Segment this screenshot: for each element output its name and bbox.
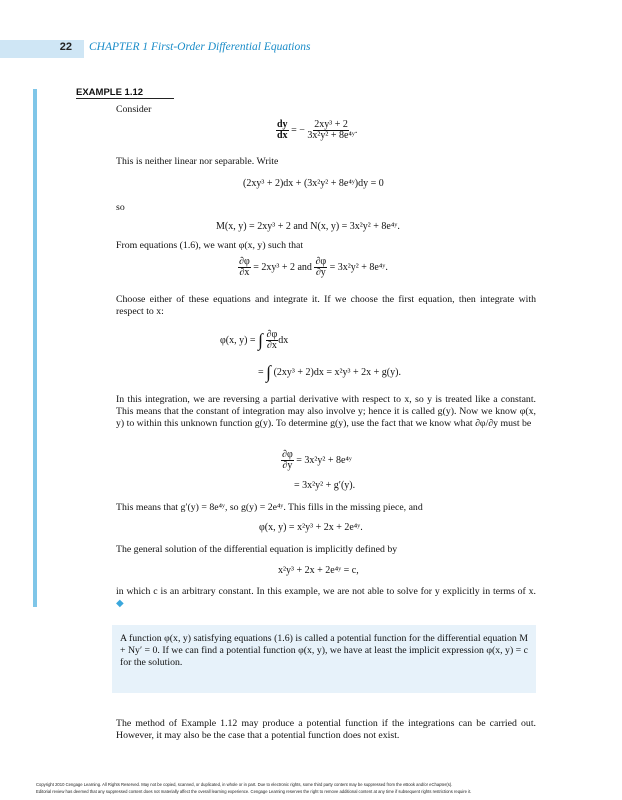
page-number-tab — [0, 40, 84, 58]
example-title-rule — [76, 98, 174, 99]
equation-9: φ(x, y) = x²y³ + 2x + 2e⁴ʸ. — [259, 522, 363, 533]
copyright-line-1: Copyright 2010 Cengage Learning. All Rights Reserved. May not be copied, scanned, or duplicated, in whole or in part. Due to electronic rights, some third party content may be suppressed from the eBook and/or eChapter(s). — [36, 782, 453, 787]
equation-6: = ∫ (2xy³ + 2)dx = x²y³ + 2x + g(y). — [258, 362, 401, 382]
diamond-icon: ◆ — [116, 598, 124, 609]
equation-2: (2xy³ + 2)dx + (3x²y² + 8e⁴ʸ)dy = 0 — [243, 178, 384, 189]
example-title: EXAMPLE 1.12 — [76, 87, 144, 98]
equation-5: φ(x, y) = ∫ $\frac{\partial\varphi}{\partial x}$ dx — [220, 329, 289, 351]
page-number: 22 — [59, 41, 72, 53]
equation-10: x²y³ + 2x + 2e⁴ʸ = c, — [278, 565, 359, 576]
paragraph-from-equations: From equations (1.6), we want φ(x, y) such that — [116, 240, 304, 251]
paragraph-means: This means that g′(y) = 8e⁴ʸ, so g(y) = 2e⁴ʸ. This fills in the missing piece, and — [116, 502, 423, 513]
chapter-title: CHAPTER 1 First-Order Differential Equations — [89, 41, 311, 53]
paragraph-arbitrary: in which c is an arbitrary constant. In this example, we are not able to solve for y explicitly in terms of x. ◆ — [116, 586, 536, 609]
copyright-line-2: Editorial review has deemed that any suppressed content does not materially affect the overall learning experience. Cengage Learning reserves the right to remove additional content at any time if subsequent rights restrictions require it. — [36, 789, 472, 794]
equation-8: = 3x²y² + g′(y). — [294, 480, 356, 491]
example-side-bar — [33, 89, 37, 607]
equation-4: $\frac{\partial\varphi}{\partial x}$ = 2xy³ + 2 and $\frac{\partial\varphi}{\partial y}$ = 3x²y² + 8e⁴ʸ. — [239, 256, 388, 278]
paragraph-choose: Choose either of these equations and integrate it. If we choose the first equation, then integrate with respect to x: — [116, 294, 536, 317]
equation-7: $\frac{\partial\varphi}{\partial y}$ = 3x²y² + 8e⁴ʸ — [282, 449, 352, 471]
paragraph-so: so — [116, 202, 125, 213]
equation-1: $\frac{dy}{dx}$ = − $\frac{\text{2xy³ + 2}}{\text{3x²y² + 8e⁴ʸ}}$ . — [277, 119, 358, 141]
definition-box — [112, 625, 536, 693]
paragraph-method: The method of Example 1.12 may produce a potential function if the integrations can be carried out. However, it may also be the case that a potential function does not exist. — [116, 718, 536, 741]
definition-text: A function φ(x, y) satisfying equations (1.6) is called a potential function for the differential equation M + Ny′ = 0. If we can find a potential function φ(x, y), we have at least the implicit expression φ(x, y) = c for the solution. — [120, 633, 528, 668]
paragraph-integration: In this integration, we are reversing a partial derivative with respect to x, so y is treated like a constant. This means that the constant of integration may also involve y; hence it is called g(y). Now we know φ(x, y) to within this unknown function g(y). To determine g(y), use the fact that we know what ∂φ/∂y must be — [116, 394, 536, 429]
equation-3: M(x, y) = 2xy³ + 2 and N(x, y) = 3x²y² + 8e⁴ʸ. — [216, 221, 400, 232]
paragraph-general-solution: The general solution of the differential equation is implicitly defined by — [116, 544, 398, 555]
paragraph-consider: Consider — [116, 104, 152, 115]
paragraph-not-separable: This is neither linear nor separable. Write — [116, 156, 279, 167]
